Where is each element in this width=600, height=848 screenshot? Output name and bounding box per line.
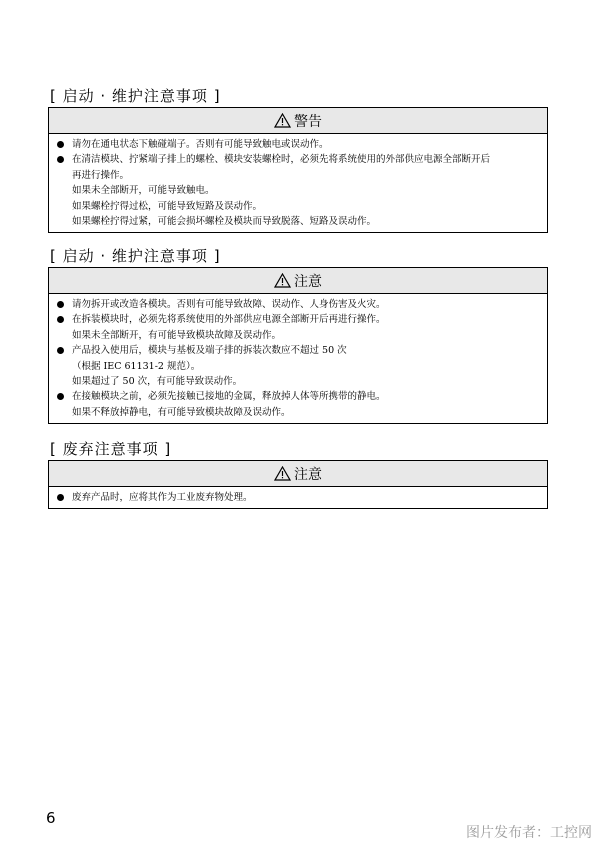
bullet-icon bbox=[57, 316, 64, 323]
list-item bbox=[55, 137, 541, 152]
list-item bbox=[55, 152, 541, 229]
item-line: 在清洁模块、拧紧端子排上的螺栓、模块安装螺栓时，必须先将系统使用的外部供应电源全部断开后 bbox=[72, 154, 491, 166]
section-title: [ 启动 · 维护注意事项 ] bbox=[50, 247, 221, 265]
section-title: [ 启动 · 维护注意事项 ] bbox=[50, 87, 221, 105]
bullet-icon bbox=[57, 141, 64, 148]
item-line: 再进行操作。 bbox=[72, 169, 130, 181]
list-item bbox=[55, 490, 541, 505]
page-number: 6 bbox=[46, 809, 56, 827]
item-line: 如果不释放掉静电，有可能导致模块故障及误动作。 bbox=[72, 406, 291, 418]
warning-triangle-icon bbox=[274, 113, 291, 128]
item-line: （根据 IEC 61131-2 规范）。 bbox=[72, 360, 201, 372]
box-header-label: 注意 bbox=[294, 466, 322, 483]
box-header-label: 警告 bbox=[294, 113, 322, 130]
bullet-icon bbox=[57, 301, 64, 308]
box-header-label: 注意 bbox=[294, 273, 322, 290]
item-line: 在拆装模块时，必须先将系统使用的外部供应电源全部断开后再进行操作。 bbox=[72, 314, 386, 326]
item-line: 如果螺栓拧得过松，可能导致短路及误动作。 bbox=[72, 200, 263, 212]
list-item bbox=[55, 389, 541, 420]
item-line: 请勿在通电状态下触碰端子。否则有可能导致触电或误动作。 bbox=[72, 139, 329, 150]
bullet-icon bbox=[57, 156, 64, 163]
box-header bbox=[49, 108, 547, 134]
item-line: 如果螺栓拧得过紧，可能会损坏螺栓及模块而导致脱落、短路及误动作。 bbox=[72, 216, 377, 228]
item-line: 如果未全部断开，有可能导致模块故障及误动作。 bbox=[72, 329, 282, 341]
list-item bbox=[55, 297, 541, 312]
box-header bbox=[49, 461, 547, 487]
caution-box bbox=[48, 267, 548, 424]
section-title: [ 废弃注意事项 ] bbox=[50, 440, 172, 458]
list-item bbox=[55, 343, 541, 389]
warning-triangle-icon bbox=[274, 466, 291, 481]
caution-box bbox=[48, 460, 548, 509]
item-line: 产品投入使用后，模块与基板及端子排的拆装次数应不超过 50 次 bbox=[72, 345, 347, 357]
item-line: 如果超过了 50 次，有可能导致误动作。 bbox=[72, 376, 243, 388]
item-line: 在接触模块之前，必须先接触已接地的金属，释放掉人体等所携带的静电。 bbox=[72, 391, 386, 403]
item-line: 请勿拆开或改造各模块。否则有可能导致故障、误动作、人身伤害及火灾。 bbox=[72, 299, 386, 310]
list-item bbox=[55, 312, 541, 343]
bullet-icon bbox=[57, 393, 64, 400]
bullet-icon bbox=[57, 347, 64, 354]
watermark-text: 图片发布者：工控网 bbox=[466, 825, 592, 841]
warning-triangle-icon bbox=[274, 273, 291, 288]
box-header bbox=[49, 268, 547, 294]
warning-box bbox=[48, 107, 548, 233]
item-line: 废弃产品时，应将其作为工业废弃物处理。 bbox=[72, 492, 253, 503]
item-line: 如果未全部断开，可能导致触电。 bbox=[72, 185, 215, 197]
bullet-icon bbox=[57, 494, 64, 501]
